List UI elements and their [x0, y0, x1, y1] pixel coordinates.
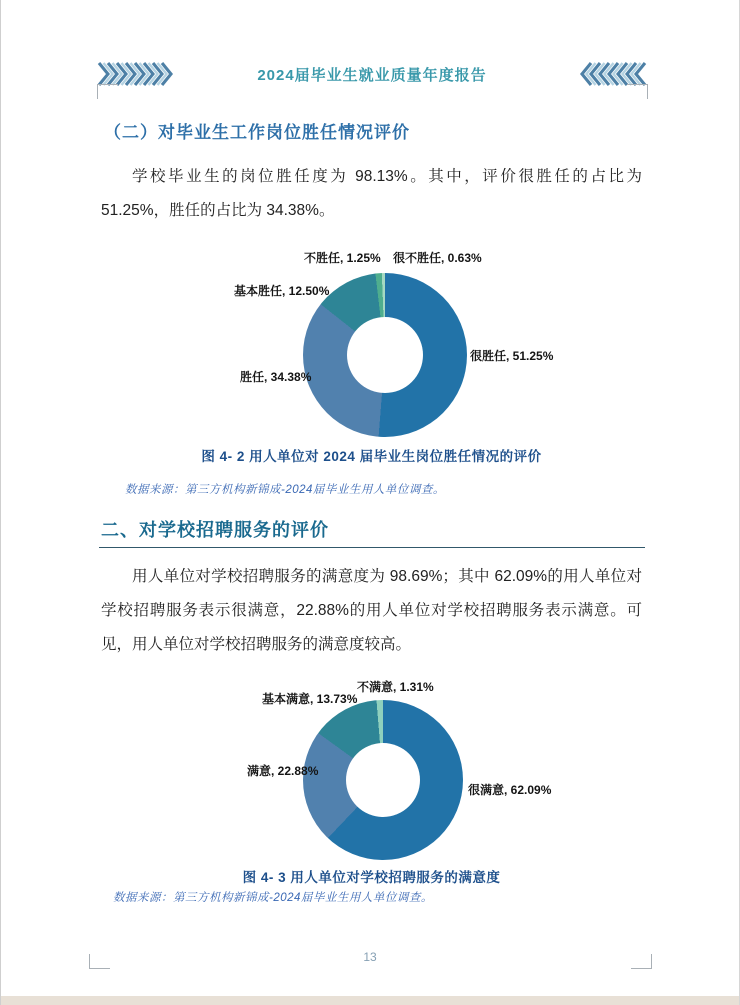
corner-mark: [97, 84, 118, 99]
page-bottom-edge: [1, 996, 739, 1005]
pie-label: 不胜任, 1.25%: [304, 251, 381, 265]
heading-underline: [99, 547, 645, 548]
donut-hole: [346, 743, 420, 817]
figure-caption-4-2: 图 4- 2 用人单位对 2024 届毕业生岗位胜任情况的评价: [201, 449, 542, 464]
paragraph-competency: 学校毕业生的岗位胜任度为 98.13%。其中，评价很胜任的占比为 51.25%，胜任的占比为 34.38%。: [101, 168, 642, 219]
figure-caption-4-3: 图 4- 3 用人单位对学校招聘服务的满意度: [242, 870, 501, 885]
chevrons-left-icon: [561, 62, 647, 86]
pie-label: 很满意, 62.09%: [468, 783, 552, 797]
page-number: 13: [363, 950, 377, 964]
report-title: 2024届毕业生就业质量年度报告: [257, 66, 487, 84]
pie-label: 基本满意, 13.73%: [262, 692, 358, 706]
pie-label: 不满意, 1.31%: [357, 680, 434, 694]
pie-label: 很胜任, 51.25%: [470, 349, 554, 363]
pie-label: 基本胜任, 12.50%: [234, 284, 330, 298]
paragraph-recruit-service: 用人单位对学校招聘服务的满意度为 98.69%；其中 62.09%的用人单位对学校招聘服务表示很满意，22.88%的用人单位对学校招聘服务表示满意。可见，用人单位对学校招聘服务的满意度较高。: [101, 568, 642, 653]
data-source-note: 数据来源：第三方机构新锦成-2024届毕业生用人单位调查。: [113, 892, 433, 904]
pie-label: 胜任, 34.38%: [240, 370, 312, 384]
donut-hole: [347, 317, 423, 393]
pie-label: 满意, 22.88%: [247, 764, 319, 778]
donut-chart-satisfaction: [303, 700, 463, 860]
page-header: [97, 60, 647, 88]
corner-mark: [627, 84, 648, 99]
section-heading-recruit-service: 二、对学校招聘服务的评价: [101, 520, 329, 540]
pie-label: 很不胜任, 0.63%: [393, 251, 482, 265]
data-source-note: 数据来源：第三方机构新锦成-2024届毕业生用人单位调查。: [125, 484, 445, 496]
section-heading-competency: （二）对毕业生工作岗位胜任情况评价: [104, 123, 410, 142]
chevrons-right-icon: [97, 62, 183, 86]
